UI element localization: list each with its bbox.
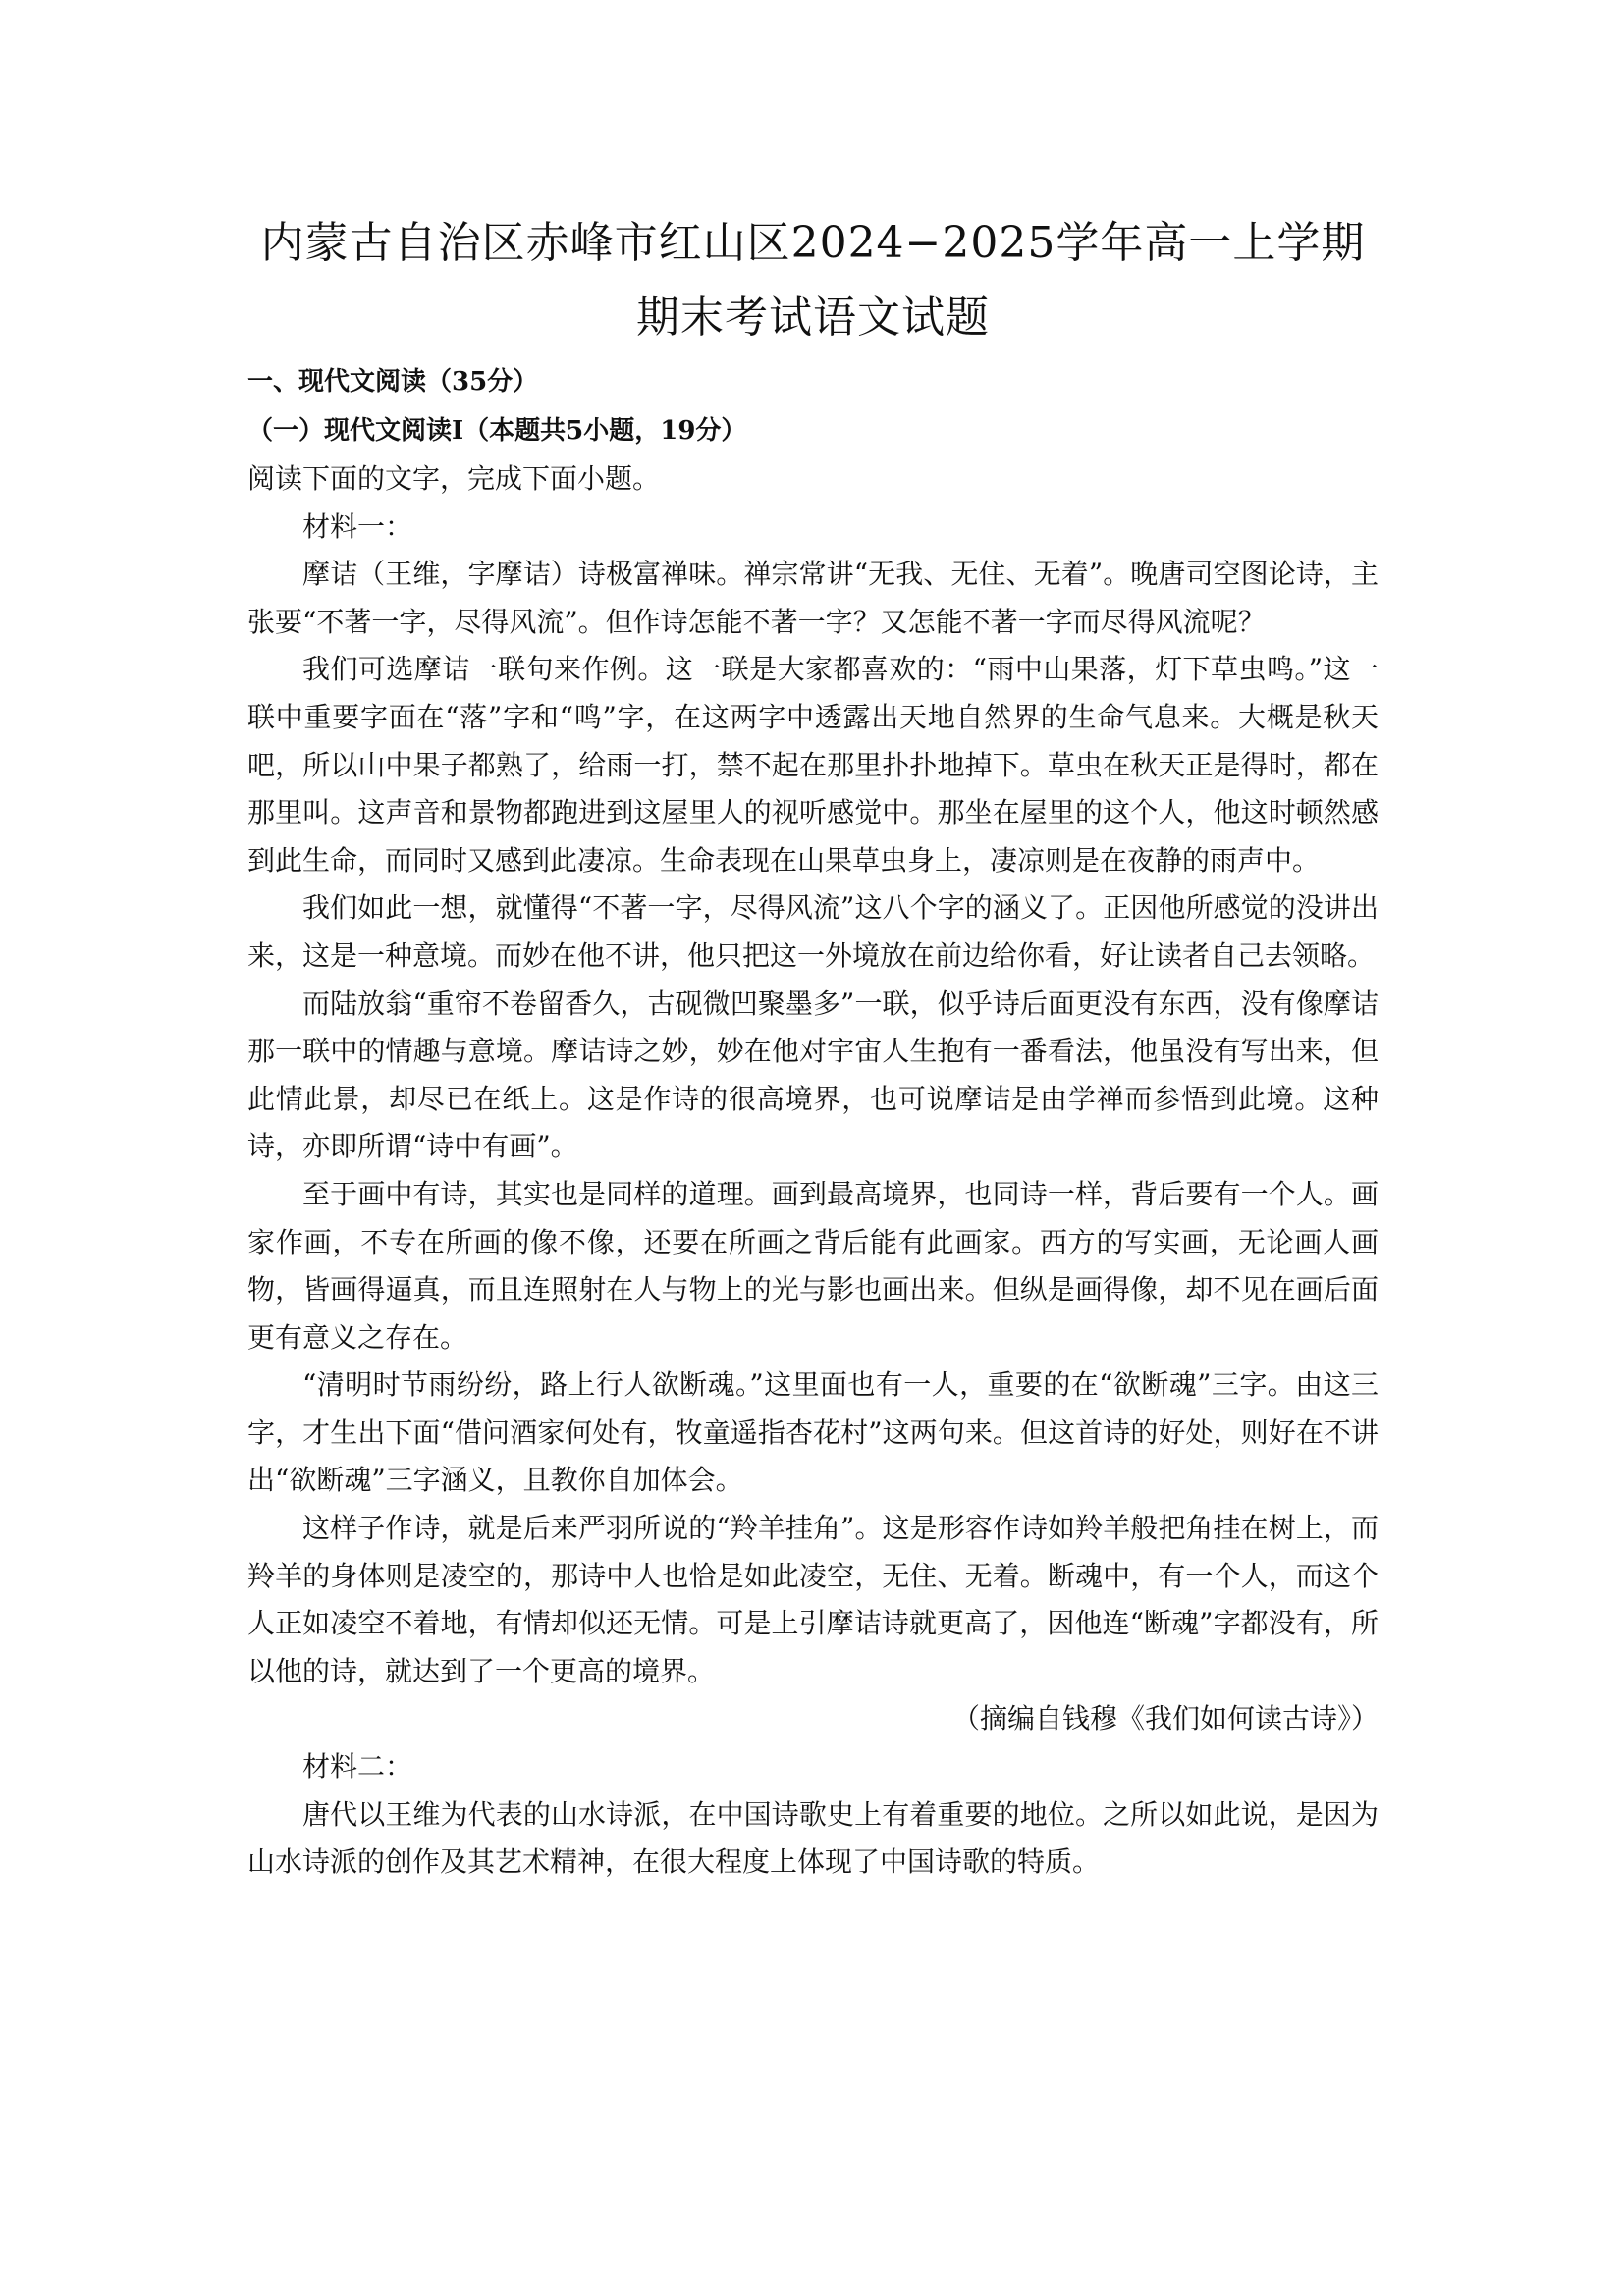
- paragraph: 这样子作诗，就是后来严羽所说的“羚羊挂角”。这是形容作诗如羚羊般把角挂在树上，而羚羊的身体则是凌空的，那诗中人也恰是如此凌空，无住、无着。断魂中，有一个人，而这个人正如凌空不着地，有情却似还无情。可是上引摩诘诗就更高了，因他连“断魂”字都没有，所以他的诗，就达到了一个更高的境界。: [247, 1512, 1379, 1687]
- paragraph: 我们可选摩诘一联句来作例。这一联是大家都喜欢的：“雨中山果落，灯下草虫鸣。”这一联中重要字面在“落”字和“鸣”字，在这两字中透露出天地自然界的生命气息来。大概是秋天吧，所以山中果子都熟了，给雨一打，禁不起在那里扑扑地掉下。草虫在秋天正是得时，都在那里叫。这声音和景物都跑进到这屋里人的视听感觉中。那坐在屋里的这个人，他这时顿然感到此生命，而同时又感到此凄凉。生命表现在山果草虫身上，凄凉则是在夜静的雨声中。: [247, 653, 1379, 877]
- paragraph: 我们如此一想，就懂得“不著一字，尽得风流”这八个字的涵义了。正因他所感觉的没讲出来，这是一种意境。而妙在他不讲，他只把这一外境放在前边给你看，好让读者自己去领略。: [247, 891, 1379, 972]
- paragraph: 唐代以王维为代表的山水诗派，在中国诗歌史上有着重要的地位。之所以如此说，是因为山水诗派的创作及其艺术精神，在很大程度上体现了中国诗歌的特质。: [247, 1797, 1379, 1879]
- document-page: [247, 206, 1379, 1887]
- material-2-label: 材料二：: [302, 1750, 413, 1784]
- paragraph: 摩诘（王维，字摩诘）诗极富禅味。禅宗常讲“无我、无住、无着”。晚唐司空图论诗，主张要“不著一字，尽得风流”。但作诗怎能不著一字？又怎能不著一字而尽得风流呢？: [247, 558, 1379, 638]
- section-heading: 一、现代文阅读（35分）: [247, 367, 539, 397]
- paragraph: 而陆放翁“重帘不卷留香久，古砚微凹聚墨多”一联，似乎诗后面更没有东西，没有像摩诘那一联中的情趣与意境。摩诘诗之妙，妙在他对宇宙人生抱有一番看法，他虽没有写出来，但此情此景，却尽已在纸上。这是作诗的很高境界，也可说摩诘是由学禅而参悟到此境。这种诗，亦即所谓“诗中有画”。: [247, 987, 1379, 1163]
- paragraph: “清明时节雨纷纷，路上行人欲断魂。”这里面也有一人，重要的在“欲断魂”三字。由这三字，才生出下面“借问酒家何处有，牧童遥指杏花村”这两句来。但这首诗的好处，则好在不讲出“欲断魂”三字涵义，且教你自加体会。: [247, 1368, 1379, 1497]
- exam-title-line-1: 内蒙古自治区赤峰市红山区2024−2025学年高一上学期: [260, 218, 1366, 268]
- instruction-text: 阅读下面的文字，完成下面小题。: [247, 462, 661, 495]
- exam-title-line-2: 期末考试语文试题: [636, 293, 990, 343]
- paragraph: 至于画中有诗，其实也是同样的道理。画到最高境界，也同诗一样，背后要有一个人。画家作画，不专在所画的像不像，还要在所画之背后能有此画家。西方的写实画，无论画人画物，皆画得逼真，而且连照射在人与物上的光与影也画出来。但纵是画得像，却不见在画后面更有意义之存在。: [247, 1177, 1379, 1354]
- source-citation: （摘编自钱穆《我们如何读古诗》）: [951, 1702, 1379, 1735]
- material-1-label: 材料一：: [302, 509, 413, 543]
- subsection-heading: （一）现代文阅读Ⅰ（本题共5小题，19分）: [247, 416, 747, 446]
